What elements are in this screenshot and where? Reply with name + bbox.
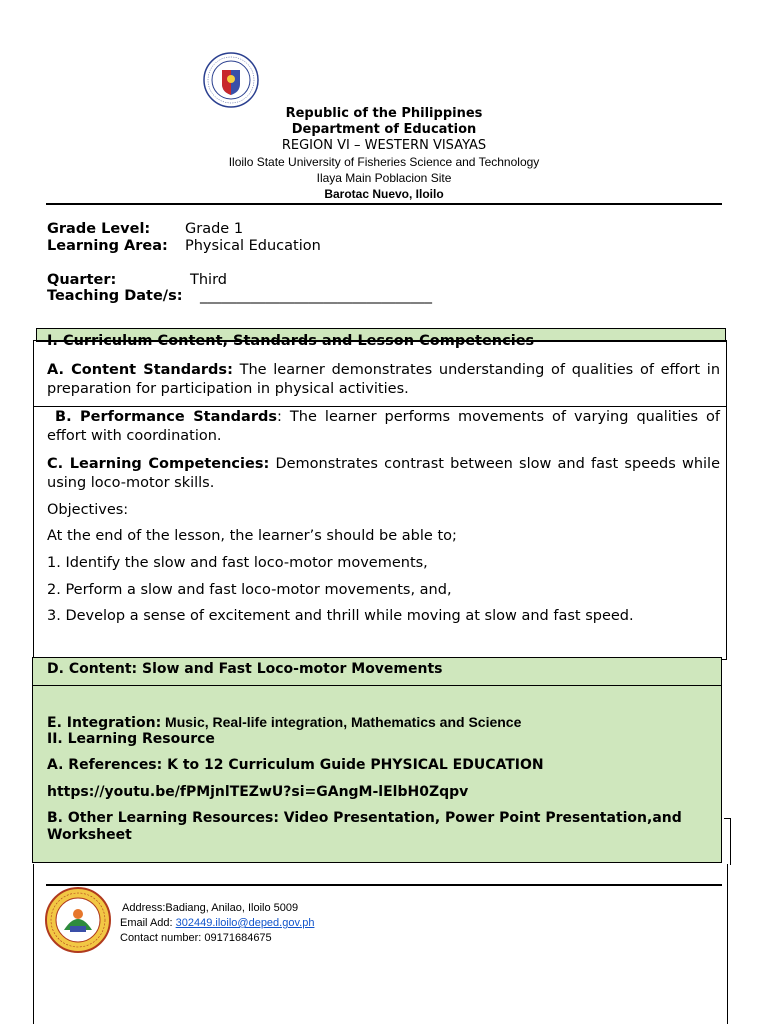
learning-area-value: Physical Education [185, 238, 321, 254]
grade-level-value: Grade 1 [185, 221, 244, 237]
footer-divider [46, 884, 722, 886]
section1-heading: I. Curriculum Content, Standards and Lesson Competencies [47, 333, 535, 349]
footer-contact: Contact number: 09171684675 [120, 932, 272, 944]
other-resources: B. Other Learning Resources: Video Presentation, Power Point Presentation,and Worksheet [47, 810, 682, 843]
learning-resource-heading: II. Learning Resource [47, 731, 215, 747]
video-link[interactable]: https://youtu.be/fPMjnlTEZwU?si=GAngM-lElbH0Zqpv [47, 784, 469, 800]
integration-label: E. Integration: [47, 715, 162, 731]
header-site: Ilaya Main Poblacion Site [316, 171, 452, 185]
header-department: Department of Education [291, 122, 477, 137]
objectives-label: Objectives: [47, 502, 129, 518]
section2-divider [32, 685, 722, 686]
footer-address: Address:Badiang, Anilao, Iloilo 5009 [122, 902, 299, 914]
content-standards-label: A. Content Standards: [47, 362, 233, 378]
objective-item: 3. Develop a sense of excitement and thrill while moving at slow and fast speed. [47, 608, 634, 624]
learning-area-label: Learning Area: [47, 238, 168, 254]
header-divider [46, 203, 722, 205]
header-republic: Republic of the Philippines [285, 106, 483, 121]
content-standards-text: The learner demonstrates understanding of qualities of effort in preparation for participation in physical activities. [47, 362, 721, 397]
performance-standards-label: B. Performance Standards [55, 409, 278, 425]
quarter-value: Third [190, 272, 227, 288]
grade-level-label: Grade Level: [47, 221, 151, 237]
footer-left-edge [33, 864, 34, 1024]
objectives-intro: At the end of the lesson, the learner’s should be able to; [47, 528, 457, 544]
footer-email-line [120, 917, 314, 929]
teaching-date-label: Teaching Date/s: [47, 288, 183, 304]
references-line: A. References: K to 12 Curriculum Guide PHYSICAL EDUCATION [47, 757, 544, 773]
learning-competencies-label: C. Learning Competencies: [47, 456, 270, 472]
deped-seal-logo [200, 52, 262, 108]
footer-right-edge [727, 864, 728, 1024]
learning-competencies [47, 455, 720, 493]
learning-competencies-text: Demonstrates contrast between slow and fast speeds while using loco-motor skills. [47, 456, 721, 491]
integration-text: Music, Real-life integration, Mathematics and Science [161, 714, 522, 730]
content-heading: D. Content: Slow and Fast Loco-motor Movements [47, 661, 443, 677]
section1-divider [33, 406, 727, 407]
section2-offset-edge [724, 818, 731, 865]
school-logo [44, 886, 112, 954]
performance-standards [47, 408, 720, 446]
header-town: Barotac Nuevo, Iloilo [324, 187, 444, 201]
performance-standards-text: : The learner performs movements of varying qualities of effort with coordination. [47, 409, 721, 444]
integration-line [47, 714, 521, 731]
header-region: REGION VI – WESTERN VISAYAS [281, 138, 487, 153]
teaching-date-blank: ________________________________ [200, 288, 432, 304]
content-standards [47, 361, 720, 399]
objective-item: 1. Identify the slow and fast loco-motor movements, [47, 555, 428, 571]
quarter-label: Quarter: [47, 272, 117, 288]
header-university: Iloilo State University of Fisheries Science and Technology [228, 155, 540, 169]
objective-item: 2. Perform a slow and fast loco-motor movements, and, [47, 582, 452, 598]
footer-email-label: Email Add: [120, 917, 176, 929]
footer-email-link[interactable]: 302449.iloilo@deped.gov.ph [175, 917, 315, 929]
